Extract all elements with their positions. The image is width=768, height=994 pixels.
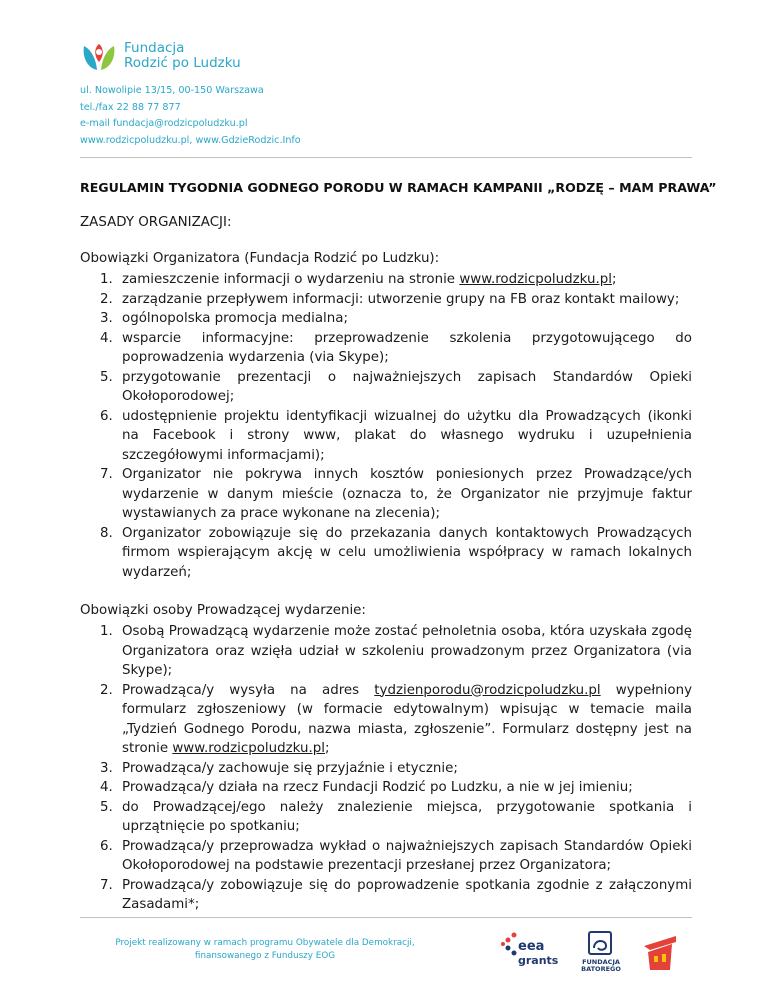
list-item: 6. Prowadząca/y przeprowadza wykład o najważniejszych zapisach Standardów Opieki Okołoporodowej na podstawie prezentacji przesłanej przez Organizatora; [100,838,692,873]
grants-label: grants [518,954,559,967]
logo-line-1: Fundacja [124,40,185,56]
host-heading: Obowiązki osoby Prowadzącej wydarzenie: [80,603,366,618]
footer-divider [80,917,692,918]
list-item: 7. Organizator nie pokrywa innych kosztów poniesionych przez Prowadzące/ych wydarzenie w danym mieście (oznacza to, że Organizator nie przyjmuje faktur wystawianych za prace wykonane na zlecenia); [100,467,692,521]
partner-logo-icon [640,930,680,974]
zasady-heading: ZASADY ORGANIZACJI: [80,215,232,230]
logo-wordmark [124,41,241,71]
footer-line-1: Projekt realizowany w ramach programu Obywatele dla Demokracji, [115,938,415,948]
email[interactable]: e-mail fundacja@rodzicpoludzku.pl [80,118,248,129]
website-link[interactable]: www.rodzicpoludzku.pl [459,272,612,287]
eea-grants-logo-icon [500,928,559,972]
address: ul. Nowolipie 13/15, 00-150 Warszawa [80,85,264,96]
host-duties-list [80,622,692,915]
leaf-logo-icon [80,40,118,72]
list-item: 2. zarządzanie przepływem informacji: utworzenie grupy na FB oraz kontakt mailowy; [100,291,680,307]
foundation-logo [80,40,241,72]
footer-note [100,937,430,963]
header-divider [80,157,692,158]
eea-label: eea [518,939,545,954]
list-item: 3. Prowadząca/y zachowuje się przyjaźnie i etycznie; [100,760,458,776]
organizer-heading: Obowiązki Organizatora (Fundacja Rodzić po Ludzku): [80,251,440,266]
website-link[interactable]: www.rodzicpoludzku.pl [172,741,325,756]
list-item: 5. przygotowanie prezentacji o najważniejszych zapisach Standardów Opieki Okołoporodowej; [100,369,692,404]
list-item: 7. Prowadząca/y zobowiązuje się do poprowadzenie spotkania zgodnie z załączonymi Zasadami*; [100,877,692,912]
logo-line-2: Rodzić po Ludzku [124,55,241,71]
phone: tel./fax 22 88 77 877 [80,101,181,113]
list-item: 8. Organizator zobowiązuje się do przekazania danych kontaktowych Prowadzących firmom wspierającym akcję w celu umożliwienia współpracy w ramach lokalnych wydarzeń; [100,525,692,580]
list-item: 2. Prowadząca/y wysyła na adres tydzienporodu@rodzicpoludzku.pl wypełniony formularz zgłoszeniowy (w formacie edytowalnym) wpisując w temacie maila „Tydzień Godnego Porodu, nazwa miasta, zgłoszenie”. Formularz dostępny jest na stronie www.rodzicpoludzku.pl; [100,682,692,756]
list-item: 6. udostępnienie projektu identyfikacji wizualnej do użytku dla Prowadzących (ikonki na Facebook i strony www, plakat do własnego wydruku i uzupełnienia szczegółowymi informacjami); [100,408,692,463]
list-item: 1. zamieszczenie informacji o wydarzeniu na stronie www.rodzicpoludzku.pl; [100,272,617,287]
footer-line-2: finansowanego z Funduszy EOG [194,951,336,961]
document-title: REGULAMIN TYGODNIA GODNEGO PORODU W RAMACH KAMPANII „RODZĘ – MAM PRAWA” [80,180,717,195]
organizer-duties-list [80,270,692,582]
list-item: 5. do Prowadzącej/ego należy znalezienie miejsca, przygotowanie spotkania i uprzątnięcie po spotkaniu; [100,799,692,834]
websites[interactable]: www.rodzicpoludzku.pl, www.GdzieRodzic.Info [80,134,301,146]
list-item: 4. wsparcie informacyjne: przeprowadzenie szkolenia przygotowującego do poprowadzenia wydarzenia (via Skype); [100,330,692,365]
batory-label: FUNDACJA BATOREGO [581,958,621,973]
contact-block [80,83,301,149]
email-link[interactable]: tydzienporodu@rodzicpoludzku.pl [374,682,601,698]
list-item: 3. ogólnopolska promocja medialna; [100,311,348,326]
list-item: 1. Osobą Prowadzącą wydarzenie może zostać pełnoletnia osoba, która uzyskała zgodę Organizatora oraz wzięła udział w szkoleniu prowadzonym przez Organizatora (via Skype); [100,624,692,678]
list-item: 4. Prowadząca/y działa na rzecz Fundacji Rodzić po Ludzku, a nie w jej imieniu; [100,780,633,795]
